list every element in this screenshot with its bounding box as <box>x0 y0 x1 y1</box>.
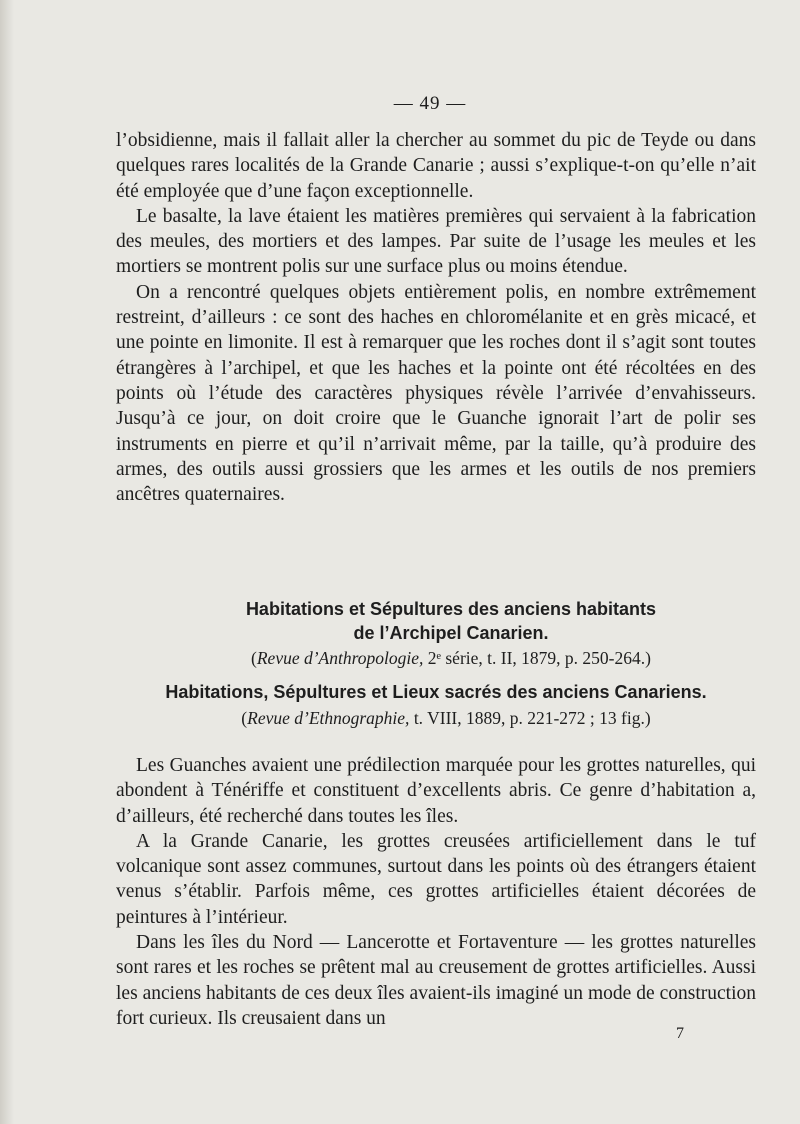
citation <box>116 647 756 669</box>
paragraph: Dans les îles du Nord — Lancerotte et Fortaventure — les grottes naturelles sont rares et les roches se prêtent mal au creusement de grottes artificielles. Aussi les anciens habitants de ces deux îles avaient-ils imaginé un mode de construction fort curieux. Ils creusaient dans un <box>116 932 756 1029</box>
paragraph: On a rencontré quelques objets entièrement polis, en nombre extrêmement restreint, d’ailleurs : ce sont des haches en chloromélanite et en grès micacé, et une pointe en limonite. Il est à remarquer que les roches dont il s’agit sont toutes étrangères à l’archipel, et que les haches et la pointe ont été récoltées en des points où l’étude des caractères physiques révèle l’arrivée d’envahisseurs. Jusqu’à ce jour, on doit croire que le Guanche ignorait l’art de polir ses instruments en pierre et qu’il n’arrivait même, par la taille, qu’à produire des armes, des outils aussi grossiers que les armes et les outils de nos premiers ancêtres quaternaires. <box>116 281 756 506</box>
citation-journal: Revue d’Anthropologie, <box>256 648 424 668</box>
citation-paren: ( <box>241 708 248 728</box>
scan-edge <box>0 0 14 1124</box>
citation-details: 2ᵉ série, t. II, 1879, p. 250-264.) <box>423 648 651 668</box>
text-block-bottom <box>116 753 756 1031</box>
citation-paren: ( <box>251 648 257 668</box>
section-heading <box>116 597 756 645</box>
citation-details: t. VIII, 1889, p. 221-272 ; 13 fig.) <box>409 708 651 728</box>
section-heading-line: Habitations et Sépultures des anciens habitants <box>245 599 657 619</box>
paragraph: Le basalte, la lave étaient les matières premières qui servaient à la fabrication des meules, des mortiers et des lampes. Par suite de l’usage les meules et les mortiers se montrent polis sur une surface plus ou moins étendue. <box>116 205 756 278</box>
paragraph: l’obsidienne, mais il fallait aller la chercher au sommet du pic de Teyde ou dans quelques rares localités de la Grande Canarie ; aussi s’explique-t-on qu’elle n’ait été employée que d’une façon exceptionnelle. <box>116 130 756 202</box>
section-heading: Habitations, Sépultures et Lieux sacrés des anciens Canariens. <box>165 682 707 702</box>
section-heading-line: de l’Archipel Canarien. <box>353 623 549 643</box>
signature-mark: 7 <box>676 1025 684 1042</box>
text-block-top <box>116 128 756 507</box>
paragraph: Les Guanches avaient une prédilection marquée pour les grottes naturelles, qui abondent à Ténériffe et constituent d’excellents abris. Ce genre d’habitation a, d’ailleurs, été recherché dans toutes les îles. <box>116 755 756 827</box>
page-number: — 49 — <box>393 93 467 114</box>
paragraph: A la Grande Canarie, les grottes creusées artificiellement dans le tuf volcanique sont assez communes, surtout dans les points où des étrangers étaient venus s’établir. Parfois même, ces grottes artificielles étaient décorées de peintures à l’intérieur. <box>116 830 756 928</box>
citation-journal: Revue d’Ethnographie, <box>247 708 410 728</box>
citation <box>116 707 756 729</box>
